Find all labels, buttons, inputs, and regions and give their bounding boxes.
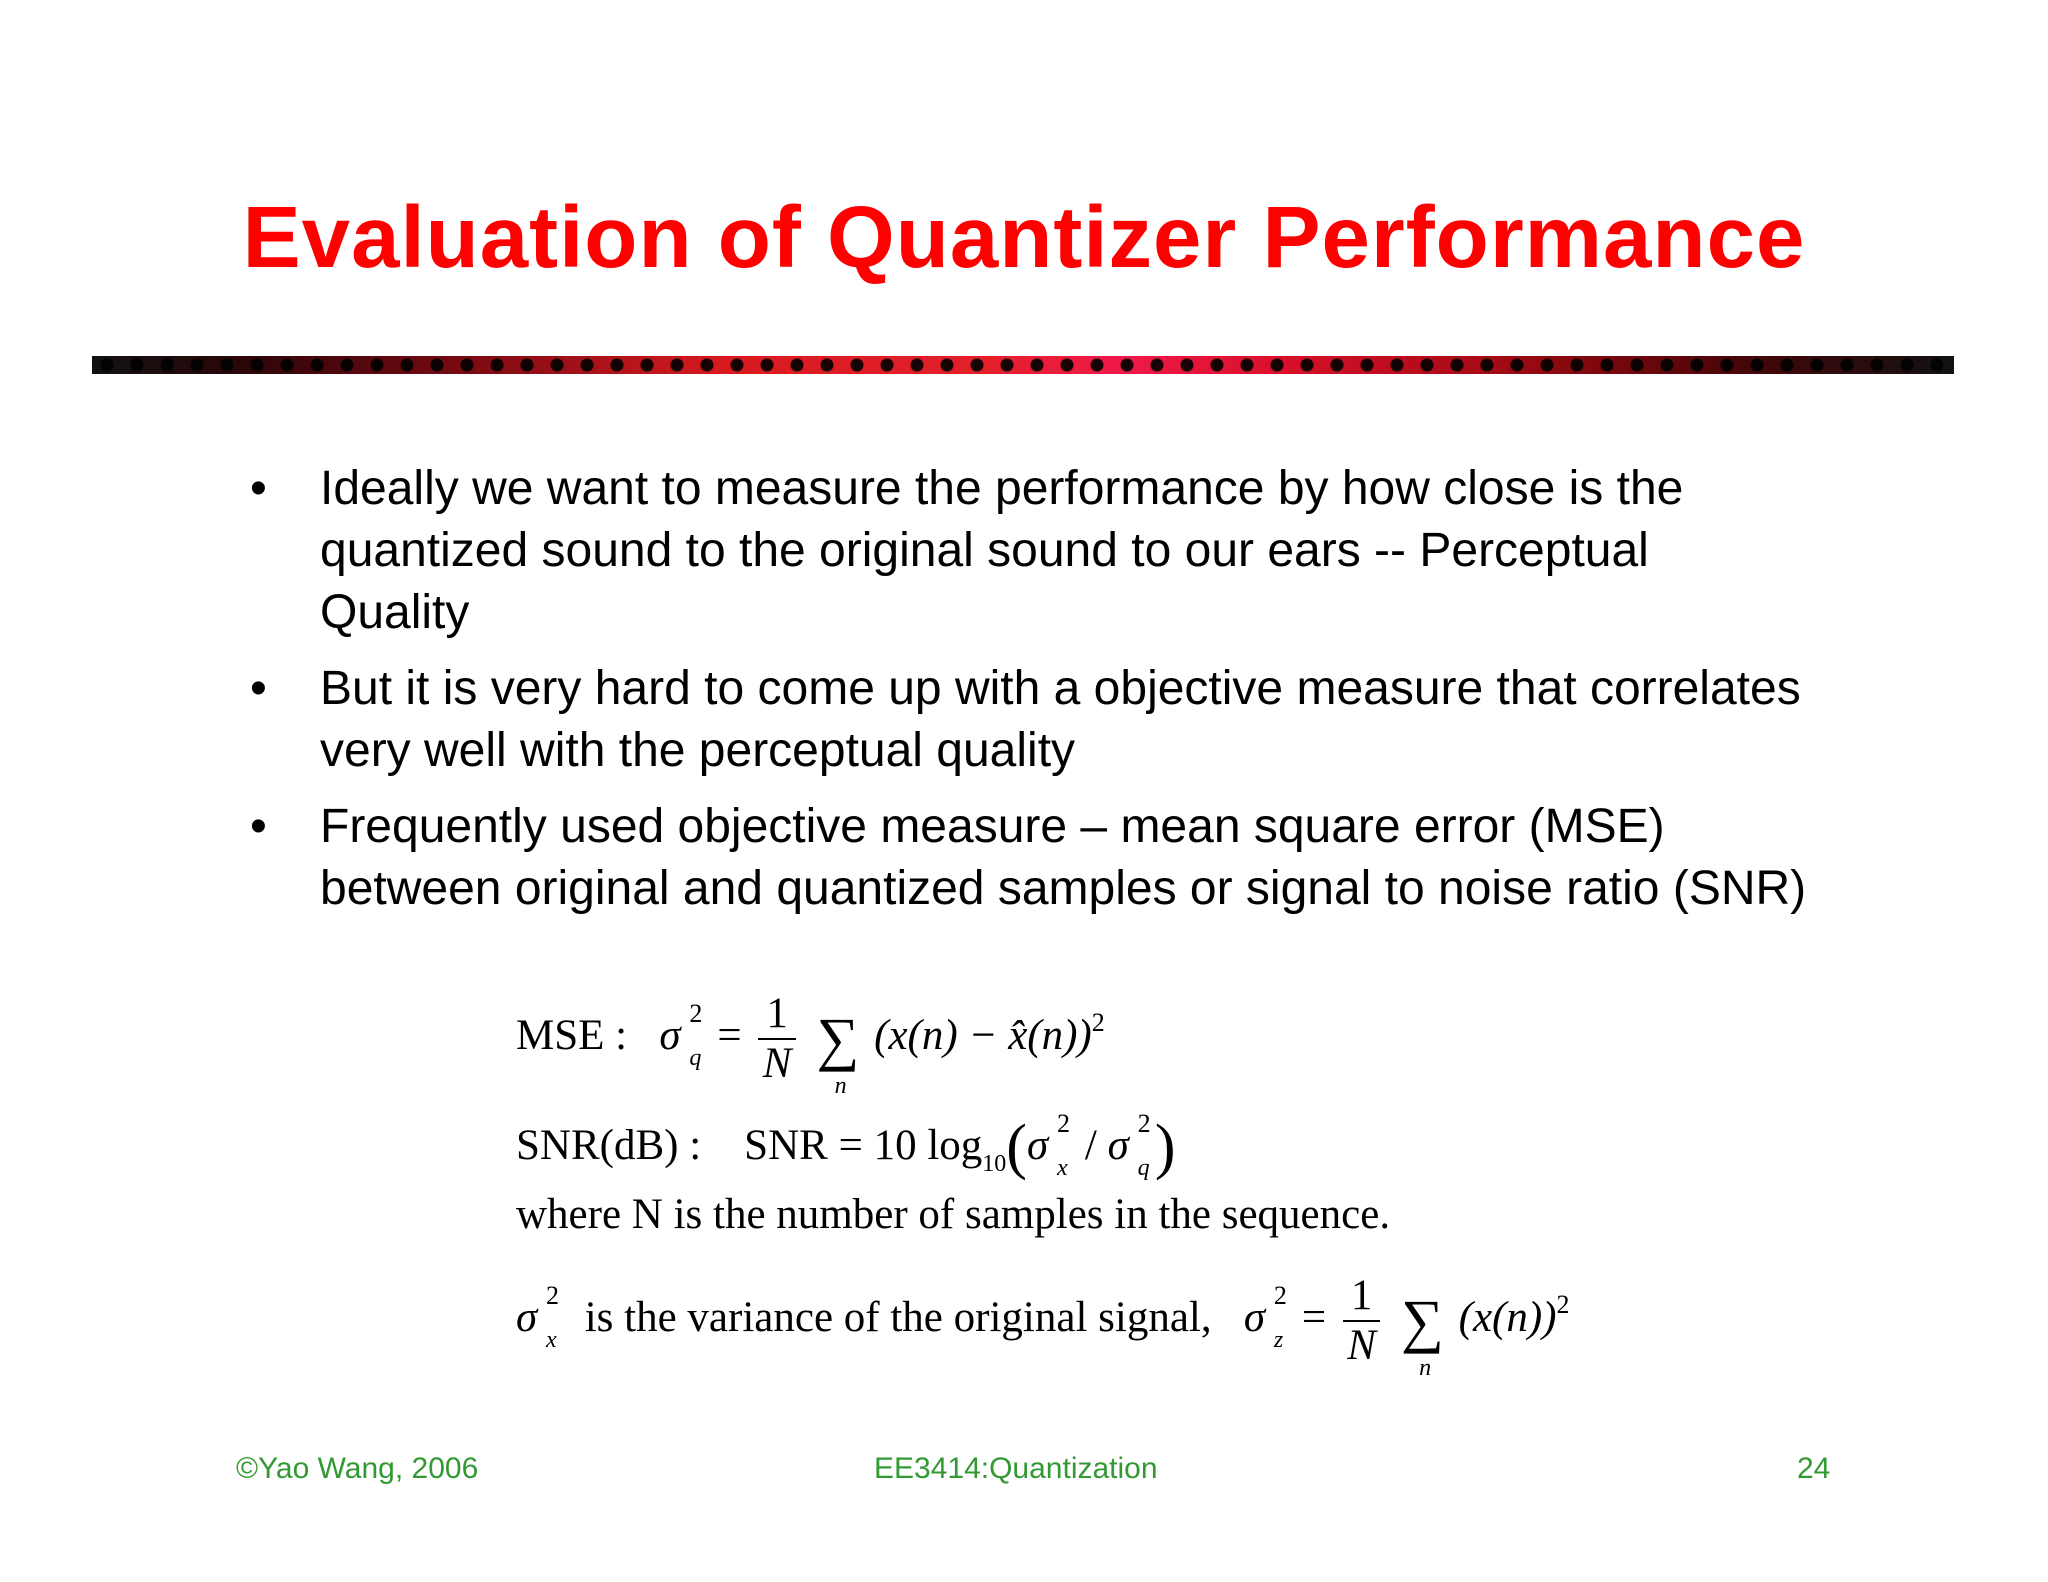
slide-title: Evaluation of Quantizer Performance bbox=[242, 189, 1806, 286]
variance-text: is the variance of the original signal, bbox=[584, 1293, 1212, 1341]
equals-sign: = bbox=[1301, 1293, 1327, 1341]
summation: ∑ n bbox=[1401, 1287, 1444, 1381]
bullet-item bbox=[250, 796, 1810, 920]
equals-sign: = bbox=[717, 1011, 742, 1059]
bullet-dot: • bbox=[250, 462, 267, 515]
fraction-one-over-n: $\frac{1}{N}$ bbox=[1343, 1272, 1381, 1370]
snr-formula: SNR(dB) : SNR = 10 $\log_{10}(\sigma$ 2 x / σ 2 q ) bbox=[516, 1109, 1176, 1181]
footer-course: EE3414:Quantization bbox=[874, 1452, 1158, 1485]
footer-page-number: 24 bbox=[1797, 1452, 1831, 1485]
footer-copyright: ©Yao Wang, 2006 bbox=[236, 1452, 479, 1485]
snr-label: SNR(dB) : bbox=[516, 1122, 702, 1169]
bullet-text: Ideally we want to measure the performance by how close is the quantized sound to the original sound to our ears -- Perceptual Quality bbox=[320, 462, 1684, 639]
mse-body: (x(n) − x̂(n)) bbox=[874, 1011, 1092, 1059]
variance-formula: σ 2 x is the variance of the original signal, σ 2 z = $\frac{1}{N}$ ∑ n $(x(n))^2$ bbox=[516, 1272, 1570, 1381]
sigma-x-squared: σ 2 x bbox=[1026, 1109, 1070, 1181]
snr-equation: SNR = 10 log bbox=[744, 1122, 983, 1169]
bullet-item bbox=[250, 458, 1810, 644]
summation: ∑ n bbox=[816, 1005, 860, 1099]
bullet-text: But it is very hard to come up with a objective measure that correlates very well with the perceptual quality bbox=[320, 662, 1801, 777]
divider-dots bbox=[92, 356, 1954, 374]
sigma-x-squared: σ 2 x bbox=[516, 1280, 559, 1353]
sigma-q-squared: σ 2 q bbox=[1107, 1109, 1151, 1181]
sigma-z-squared: σ 2 z bbox=[1243, 1280, 1287, 1353]
where-text: where N is the number of samples in the sequence. bbox=[516, 1191, 1391, 1238]
mse-formula: MSE : σ 2 q = $\frac{1}{N}$ ∑ n (x(n) − x̂(n))$^2$ bbox=[516, 990, 1105, 1099]
bullet-dot: • bbox=[250, 662, 267, 715]
mse-label: MSE : bbox=[516, 1011, 628, 1059]
title-divider-bar bbox=[92, 356, 1954, 374]
fraction-one-over-n: $\frac{1}{N}$ bbox=[758, 990, 796, 1088]
bullet-list bbox=[250, 458, 1810, 934]
bullet-item bbox=[250, 658, 1810, 782]
sigma-q-squared: σ 2 q bbox=[659, 998, 703, 1071]
variance-body: (x(n)) bbox=[1458, 1293, 1557, 1341]
bullet-dot: • bbox=[250, 800, 267, 853]
bullet-text: Frequently used objective measure – mean square error (MSE) between original and quantized samples or signal to noise ratio (SNR) bbox=[320, 800, 1807, 915]
